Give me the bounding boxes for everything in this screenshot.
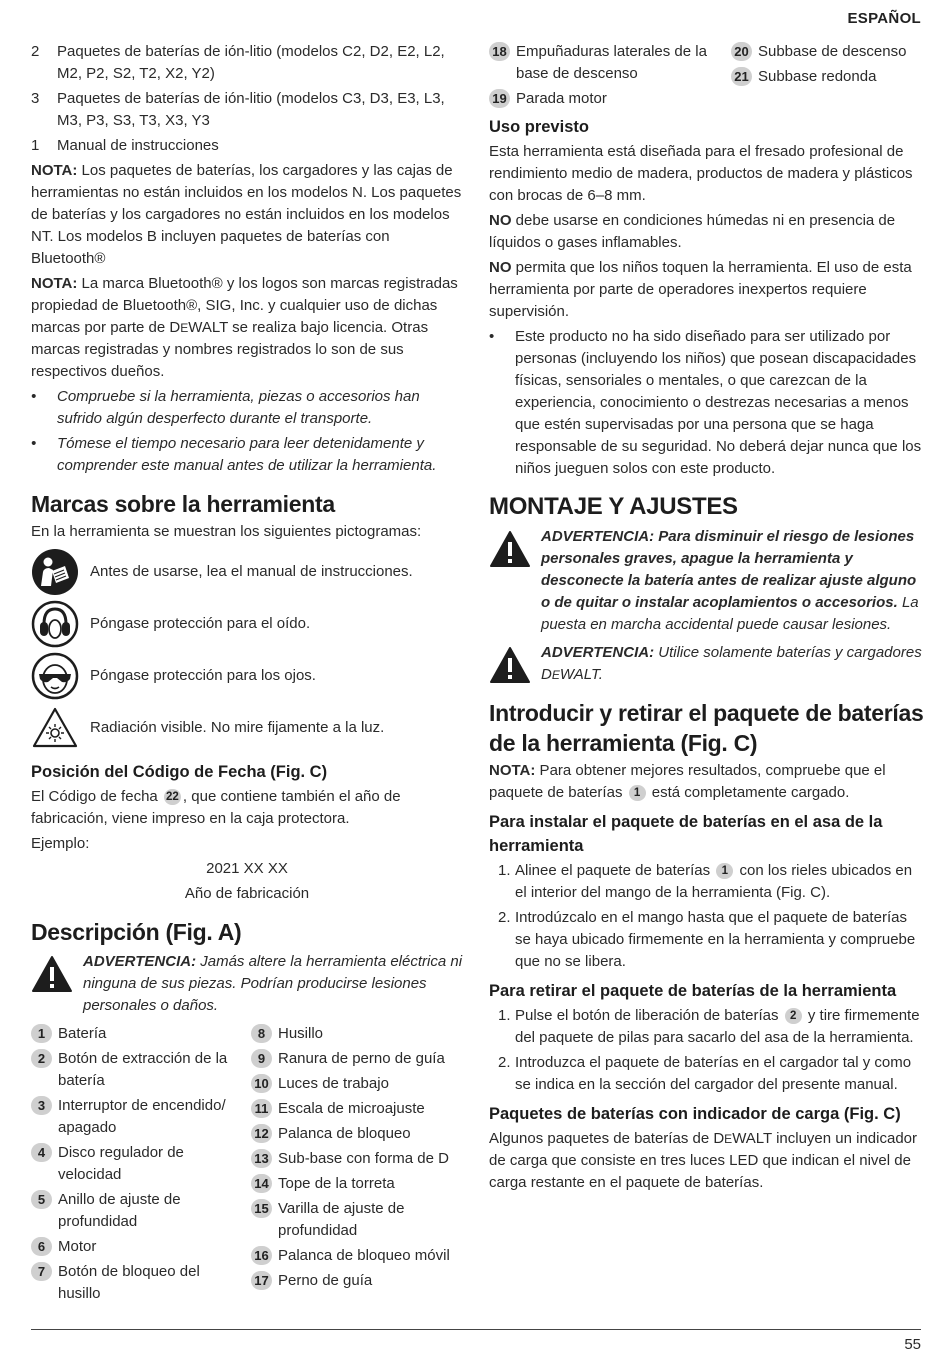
list-item: 1. Alinee el paquete de baterías 1 con los rieles ubicados en el interior del mango de la herramienta (Fig. C). xyxy=(498,862,913,901)
callout-badge: 2 xyxy=(785,1008,802,1024)
parts-column xyxy=(31,1023,243,1308)
bullet-item: • Compruebe si la herramienta, piezas o accesorios han sufrido algún desperfecto durante el transporte. xyxy=(31,388,420,427)
part-label: Motor xyxy=(58,1238,97,1255)
pictogram-row: Póngase protección para los ojos. xyxy=(31,650,463,702)
part-number-badge: 18 xyxy=(489,42,510,61)
part-number-badge: 20 xyxy=(731,42,752,61)
part-number-badge: 6 xyxy=(31,1237,52,1256)
part-number-badge: 11 xyxy=(251,1099,272,1118)
part-label: Ranura de perno de guía xyxy=(278,1050,445,1067)
part-item xyxy=(251,1073,463,1095)
section-title-retirar: Para retirar el paquete de baterías de la herramienta xyxy=(489,982,897,1000)
parts-list xyxy=(489,41,924,113)
example-caption: Año de fabricación xyxy=(184,885,310,902)
parts-column xyxy=(243,1023,463,1308)
part-label: Batería xyxy=(58,1025,107,1042)
warning-text: ADVERTENCIA: Para disminuir el riesgo de lesiones personales graves, apague la herramienta y desconecte la batería antes de realizar ajuste alguno o de quitar o instalar acoplamientos o accesorios. La puesta en marcha accidental puede causar lesiones. xyxy=(541,528,919,633)
part-label: Palanca de bloqueo móvil xyxy=(278,1247,450,1264)
part-label: Palanca de bloqueo xyxy=(278,1125,411,1142)
part-number-badge: 12 xyxy=(251,1124,272,1143)
uso-paragraph: Esta herramienta está diseñada para el fresado profesional de rendimiento medio de madera, productos de madera y plásticos con brocas de 6–8 mm. xyxy=(489,143,913,204)
callout-badge: 1 xyxy=(716,863,733,879)
part-number-badge: 4 xyxy=(31,1143,52,1162)
section-title-uso: Uso previsto xyxy=(489,118,589,136)
part-item xyxy=(251,1048,463,1070)
list-item: 1 Manual de instrucciones xyxy=(31,137,219,154)
part-label: Subbase de descenso xyxy=(757,43,907,60)
part-label: Subbase redonda xyxy=(757,68,877,85)
part-item xyxy=(251,1023,463,1045)
list-item: 2. Introduzca el paquete de baterías en el cargador tal y como se indica en la sección del cargador del presente manual. xyxy=(498,1054,912,1093)
part-number-badge: 19 xyxy=(489,89,510,108)
part-item xyxy=(489,88,711,110)
list-item: 1. Pulse el botón de liberación de baterías 2 y tire firmemente del paquete de pilas para sacarlo del asa de la herramienta. xyxy=(498,1007,920,1046)
part-label: Tope de la torreta xyxy=(278,1175,395,1192)
ear-protection-icon xyxy=(31,600,79,648)
right-column xyxy=(489,41,924,1197)
part-number-badge: 13 xyxy=(251,1149,272,1168)
list-item: 3 Paquetes de baterías de ión-litio (modelos C3, D3, E3, L3, M3, P3, S3, T3, X3, Y3 xyxy=(31,90,445,129)
visible-radiation-icon xyxy=(31,704,79,752)
footer-rule xyxy=(31,1329,921,1330)
language-header: ESPAÑOL xyxy=(847,10,921,27)
part-item xyxy=(31,1142,243,1186)
part-number-badge: 2 xyxy=(31,1049,52,1068)
section-title-montaje: MONTAJE Y AJUSTES xyxy=(489,493,738,520)
part-number-badge: 17 xyxy=(251,1271,272,1290)
part-number-badge: 8 xyxy=(251,1024,272,1043)
remove-steps xyxy=(489,1005,924,1096)
parts-column xyxy=(489,41,711,113)
part-item xyxy=(251,1173,463,1195)
warning-icon xyxy=(489,530,531,568)
part-number-badge: 5 xyxy=(31,1190,52,1209)
part-item xyxy=(251,1270,463,1292)
pictogram-row: Antes de usarse, lea el manual de instrucciones. xyxy=(31,546,463,598)
part-label: Parada motor xyxy=(516,90,607,107)
part-item xyxy=(251,1148,463,1170)
section-title-instalar: Para instalar el paquete de baterías en el asa de la herramienta xyxy=(489,813,883,855)
part-item xyxy=(31,1023,243,1045)
part-item xyxy=(251,1198,463,1242)
callout-badge: 1 xyxy=(629,785,646,801)
bullet-item: • Tómese el tiempo necesario para leer detenidamente y comprender este manual antes de utilizar la herramienta. xyxy=(31,435,437,474)
part-number-badge: 7 xyxy=(31,1262,52,1281)
section-title-descripcion: Descripción (Fig. A) xyxy=(31,919,242,945)
warning-text: ADVERTENCIA: Jamás altere la herramienta eléctrica ni ninguna de sus piezas. Podrían producirse lesiones personales o daños. xyxy=(83,953,463,1014)
part-number-badge: 14 xyxy=(251,1174,272,1193)
pictogram-row: Radiación visible. No mire fijamente a la luz. xyxy=(31,702,463,754)
uso-paragraph: NO permita que los niños toquen la herramienta. El uso de esta herramienta por parte de operadores inexpertos requiere supervisión. xyxy=(489,259,912,320)
note-bluetooth: NOTA: La marca Bluetooth® y los logos son marcas registradas propiedad de Bluetooth®, SIG, Inc. y cualquier uso de dichas marcas por parte de DEWALT se realiza bajo licencia. Otras marcas registradas y nombres registrados lo son de sus respectivos dueños. xyxy=(31,275,458,380)
part-item xyxy=(251,1123,463,1145)
section-title-introducir: Introducir y retirar el paquete de baterías de la herramienta (Fig. C) xyxy=(489,700,924,756)
eye-protection-icon xyxy=(31,652,79,700)
list-item: 2 Paquetes de baterías de ión-litio (modelos C2, D2, E2, L2, M2, P2, S2, T2, X2, Y2) xyxy=(31,43,445,82)
part-item xyxy=(31,1095,243,1139)
part-label: Interruptor de encendido/ apagado xyxy=(58,1097,226,1136)
install-steps xyxy=(489,860,924,973)
bullet-item: • Este producto no ha sido diseñado para ser utilizado por personas (incluyendo los niños) que posean discapacidades físicas, sensoriales o mentales, o que carezcan de la experiencia, conocimiento o destrezas necesarias a menos que estén supervisadas por una persona que se haga responsable de su seguridad. No deberá dejar nunca que los niños jueguen solos con este producto. xyxy=(489,328,922,477)
part-number-badge: 9 xyxy=(251,1049,272,1068)
part-label: Botón de bloqueo del husillo xyxy=(58,1263,200,1302)
part-item xyxy=(251,1245,463,1267)
parts-column xyxy=(711,41,924,113)
part-item xyxy=(31,1189,243,1233)
callout-badge: 22 xyxy=(164,789,181,805)
package-contents-list xyxy=(31,41,463,157)
section-title-marcas: Marcas sobre la herramienta xyxy=(31,491,335,517)
part-number-badge: 10 xyxy=(251,1074,272,1093)
left-column xyxy=(31,41,463,1308)
pictogram-row: Póngase protección para el oído. xyxy=(31,598,463,650)
warning-block xyxy=(489,642,924,686)
part-label: Escala de microajuste xyxy=(278,1100,425,1117)
part-item xyxy=(489,41,711,85)
warning-icon xyxy=(31,955,73,993)
section-title-indicador: Paquetes de baterías con indicador de carga (Fig. C) xyxy=(489,1105,901,1123)
part-item xyxy=(731,41,924,63)
warning-block xyxy=(489,526,924,636)
section-title-fecha: Posición del Código de Fecha (Fig. C) xyxy=(31,763,328,781)
part-item xyxy=(31,1261,243,1305)
part-label: Varilla de ajuste de profundidad xyxy=(278,1200,405,1239)
part-item xyxy=(31,1048,243,1092)
part-label: Luces de trabajo xyxy=(278,1075,389,1092)
uso-paragraph: NO debe usarse en condiciones húmedas ni en presencia de líquidos o gases inflamables. xyxy=(489,212,896,251)
read-manual-icon xyxy=(31,548,79,596)
part-item xyxy=(251,1098,463,1120)
part-item xyxy=(31,1236,243,1258)
part-number-badge: 21 xyxy=(731,67,752,86)
indicador-text: Algunos paquetes de baterías de DEWALT incluyen un indicador de carga que consiste en tres luces LED que indican el nivel de carga restante en el paquete de baterías. xyxy=(489,1130,918,1191)
marcas-intro: En la herramienta se muestran los siguientes pictogramas: xyxy=(31,523,422,540)
part-number-badge: 1 xyxy=(31,1024,52,1043)
part-label: Empuñaduras laterales de la base de descenso xyxy=(516,43,707,82)
warning-block xyxy=(31,951,463,1017)
date-code-text: El Código de fecha 22 , que contiene también el año de fabricación, viene impreso en la caja protectora. xyxy=(31,788,401,827)
part-number-badge: 16 xyxy=(251,1246,272,1265)
parts-list xyxy=(31,1023,463,1308)
part-label: Disco regulador de velocidad xyxy=(58,1144,184,1183)
part-label: Sub-base con forma de D xyxy=(278,1150,449,1167)
example-code: 2021 XX XX xyxy=(206,860,288,877)
part-label: Botón de extracción de la batería xyxy=(58,1050,228,1089)
warning-icon xyxy=(489,646,531,684)
warning-text: ADVERTENCIA: Utilice solamente baterías y cargadores DEWALT. xyxy=(541,644,922,683)
page-number: 55 xyxy=(904,1336,921,1353)
part-item xyxy=(731,66,924,88)
note-models: NOTA: Los paquetes de baterías, los cargadores y las cajas de herramientas no están incluidos en los modelos N. Los paquetes de baterías y los cargadores no están incluidos en los modelos NT. Los modelos B incluyen paquetes de baterías con Bluetooth® xyxy=(31,162,462,267)
part-label: Anillo de ajuste de profundidad xyxy=(58,1191,181,1230)
part-number-badge: 15 xyxy=(251,1199,272,1218)
list-item: 2. Introdúzcalo en el mango hasta que el paquete de baterías se haya ubicado firmemente en la herramienta y compruebe que no se libera. xyxy=(498,909,916,970)
part-label: Husillo xyxy=(278,1025,324,1042)
part-label: Perno de guía xyxy=(278,1272,373,1289)
part-number-badge: 3 xyxy=(31,1096,52,1115)
introducir-note: NOTA: Para obtener mejores resultados, compruebe que el paquete de baterías 1 está completamente cargado. xyxy=(489,762,886,801)
example-label: Ejemplo: xyxy=(31,835,90,852)
